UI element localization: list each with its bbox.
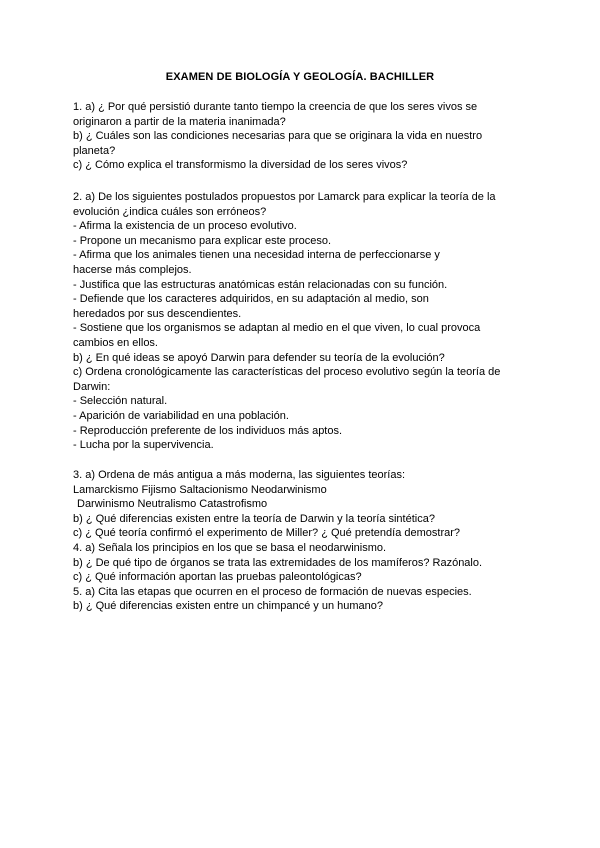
text-line: b) ¿ Qué diferencias existen entre un chimpancé y un humano? bbox=[73, 600, 384, 613]
section-questions-2 bbox=[73, 190, 543, 453]
exam-title: EXAMEN DE BIOLOGÍA Y GEOLOGÍA. BACHILLER bbox=[165, 71, 435, 83]
text-line: heredados por sus descendientes. bbox=[73, 307, 242, 320]
text-line: 4. a) Señala los principios en los que se basa el neodarwinismo. bbox=[73, 541, 387, 554]
text-line: - Lucha por la supervivencia. bbox=[73, 439, 214, 452]
text-line: Lamarckismo Fijismo Saltacionismo Neodarwinismo bbox=[73, 483, 327, 496]
text-line: 5. a) Cita las etapas que ocurren en el proceso de formación de nuevas especies. bbox=[73, 585, 472, 598]
text-line: b) ¿ En qué ideas se apoyó Darwin para defender su teoría de la evolución? bbox=[73, 351, 445, 364]
text-line: b) ¿ De qué tipo de órganos se trata las extremidades de los mamíferos? Razónalo. bbox=[73, 556, 483, 569]
text-line: cambios en ellos. bbox=[73, 336, 158, 349]
text-line: - Reproducción preferente de los individuos más aptos. bbox=[73, 424, 343, 437]
text-line: 1. a) ¿ Por qué persistió durante tanto tiempo la creencia de que los seres vivos se bbox=[73, 101, 478, 113]
text-line: evolución ¿indica cuáles son erróneos? bbox=[73, 205, 267, 218]
text-line: planeta? bbox=[73, 144, 116, 157]
text-line: hacerse más complejos. bbox=[73, 263, 192, 276]
text-line: Darwinismo Neutralismo Catastrofismo bbox=[77, 498, 268, 511]
text-line: 3. a) Ordena de más antigua a más moderna, las siguientes teorías: bbox=[73, 469, 406, 481]
text-line: c) ¿ Qué teoría confirmó el experimento de Miller? ¿ Qué pretendía demostrar? bbox=[73, 527, 461, 540]
text-line: - Sostiene que los organismos se adaptan al medio en el que viven, lo cual provoca bbox=[73, 322, 481, 335]
text-line: - Selección natural. bbox=[73, 395, 168, 408]
text-line: b) ¿ Qué diferencias existen entre la teoría de Darwin y la teoría sintética? bbox=[73, 512, 435, 525]
text-line: originaron a partir de la materia inanimada? bbox=[73, 115, 286, 128]
text-line: c) Ordena cronológicamente las características del proceso evolutivo según la teoría de bbox=[73, 366, 501, 379]
text-line: - Justifica que las estructuras anatómicas están relacionadas con su función. bbox=[73, 278, 448, 291]
text-line: - Propone un mecanismo para explicar este proceso. bbox=[73, 234, 332, 247]
text-line: - Defiende que los caracteres adquiridos, en su adaptación al medio, son bbox=[73, 293, 429, 306]
text-line: c) ¿ Cómo explica el transformismo la diversidad de los seres vivos? bbox=[73, 159, 408, 172]
text-line: - Aparición de variabilidad en una población. bbox=[73, 409, 289, 422]
text-line: 2. a) De los siguientes postulados propuestos por Lamarck para explicar la teoría de la bbox=[73, 191, 496, 203]
text-line: - Afirma que los animales tienen una necesidad interna de perfeccionarse y bbox=[73, 249, 440, 262]
section-questions-3-5 bbox=[73, 468, 543, 614]
section-questions-1 bbox=[73, 100, 543, 173]
text-line: c) ¿ Qué información aportan las pruebas paleontológicas? bbox=[73, 571, 362, 584]
text-line: - Afirma la existencia de un proceso evolutivo. bbox=[73, 220, 297, 233]
text-line: b) ¿ Cuáles son las condiciones necesarias para que se originara la vida en nuestro bbox=[73, 130, 483, 143]
text-line: Darwin: bbox=[73, 380, 111, 393]
